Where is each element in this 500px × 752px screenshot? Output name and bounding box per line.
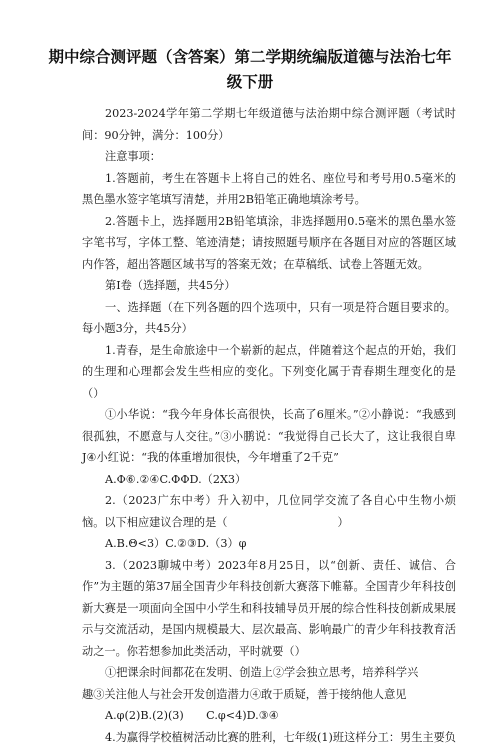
document-title: 期中综合测评题（含答案）第二学期统编版道德与法治七年级下册 bbox=[48, 48, 452, 91]
question-1-description: ①小华说：“我今年身体长高很快，长高了6厘米。”②小静说：“我感到很孤独，不愿意与人交往。”③小鹏说：“我觉得自己长大了，这让我很自卑J④小红说：“我的体重增加很快，今年增重了2千克” bbox=[82, 408, 456, 464]
exam-header-line: 2023-2024学年第二学期七年级道德与法治期中综合测评题（考试时间：90分钟，满分：100分） bbox=[82, 107, 456, 142]
question-2-stem-text: 2.（2023广东中考）升入初中，几位同学交流了各自心中生物小烦恼。以下相应建议合理的是（ bbox=[82, 494, 456, 529]
question-3-stem: 3.（2023聊城中考）2023年8月25日，以“创新、责任、诚信、合作”为主题的第37届全国青少年科技创新大赛落下帷幕。全国青少年科技创新大赛是一项面向全国中小学生和科技辅导员开展的综合性科技创新成果展示与交流活动，是国内规模最大、层次最高、影响最广的青少年科技教育活动之一。你若想参加此类活动，平时就要（） bbox=[82, 558, 456, 658]
question-3-description-1: ①把课余时间都花在发明、创造上②学会独立思考，培养科学兴 bbox=[105, 666, 419, 679]
question-2-stem-close: ） bbox=[337, 515, 349, 529]
document-body bbox=[82, 103, 456, 748]
question-3-options: A.φ(2)B.(2)(3) C.φ<4)D.③④ bbox=[105, 709, 279, 722]
question-2-stem bbox=[82, 490, 456, 533]
notice-item-2: 2.答题卡上，选择题用2B铅笔填涂，非选择题用0.5毫米的黑色墨水签字笔书写，字体工整、笔迹清楚；请按照题号顺序在各题目对应的答题区域内作答，超出答题区域书写的答案无效；在草稿纸、试卷上答题无效。 bbox=[82, 214, 456, 271]
notice-heading: 注意事项： bbox=[105, 150, 161, 163]
section-heading: 一、选择题（在下列各题的四个选项中，只有一项是符合题目要求的。每小题3分，共45分） bbox=[82, 300, 456, 335]
question-4-stem: 4.为赢得学校植树活动比赛的胜利，七年级(1)班这样分工：男生主要负 bbox=[105, 730, 456, 744]
part-heading: 第Ⅰ卷（选择题，共45分） bbox=[105, 279, 236, 292]
document-page bbox=[0, 45, 500, 752]
notice-item-1: 1.答题前，考生在答题卡上将自己的姓名、座位号和考号用0.5毫米的黑色墨水签字笔填写清楚，并用2B铅笔正确地填涂考号。 bbox=[82, 171, 456, 206]
question-1-options: A.Φ⑥.②④C.ΦΦD.（2X3） bbox=[105, 472, 247, 486]
question-1-stem: 1.青春，是生命旅途中一个崭新的起点，伴随着这个起点的开始，我们的生理和心理都会发生些相应的变化。下列变化属于青春期生理变化的是（） bbox=[82, 343, 456, 400]
question-3-description-2: 趣③关注他人与社会开发创造潜力④敢于质疑，善于接纳他人意见 bbox=[82, 687, 407, 701]
question-2-options: A.B.Θ<3）C.②③D.（3）φ bbox=[105, 537, 247, 550]
